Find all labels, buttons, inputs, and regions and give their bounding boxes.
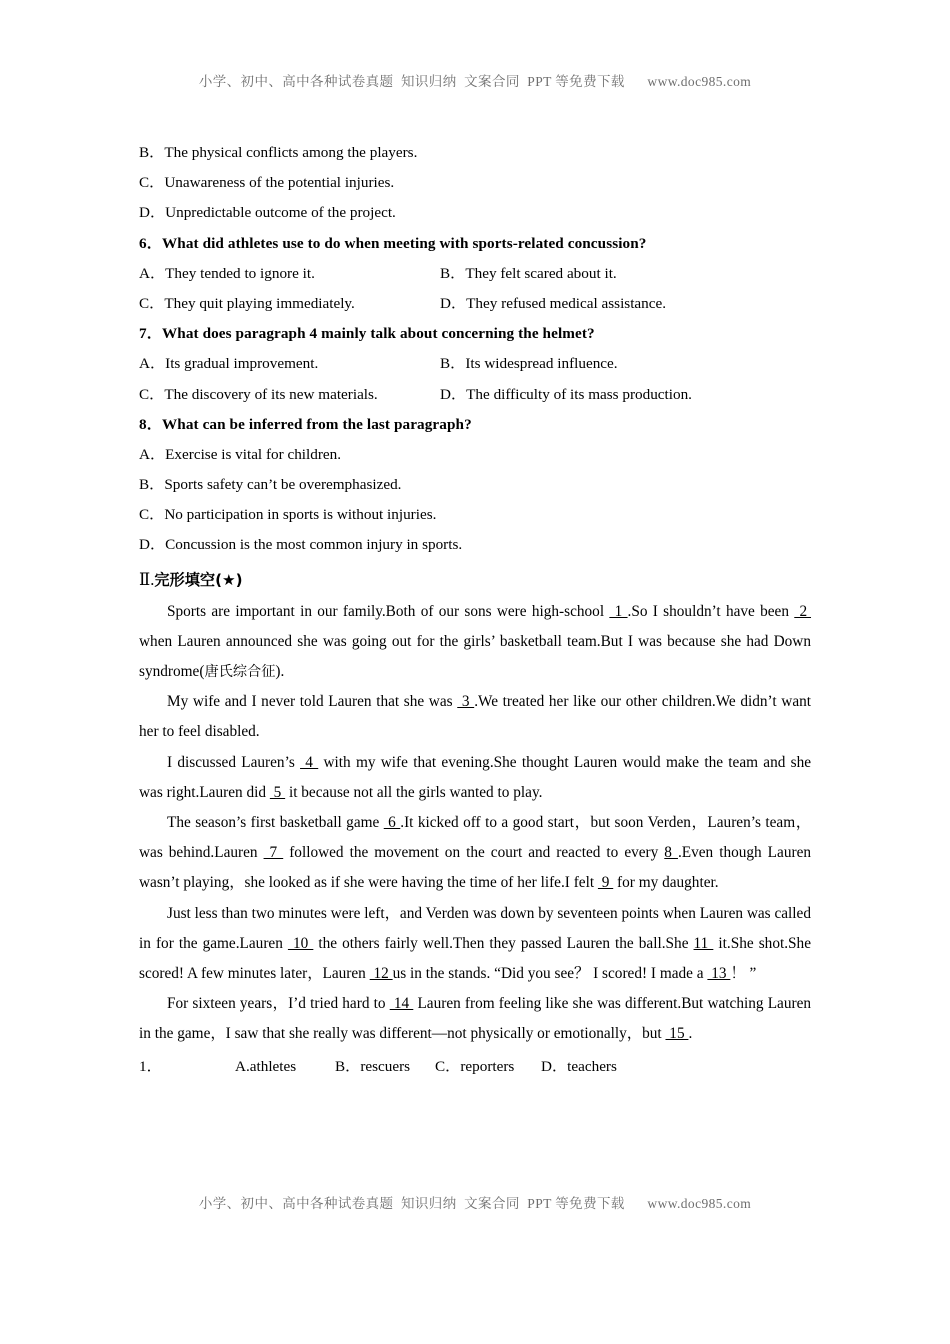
cloze-blank[interactable]: 10 — [287, 934, 314, 952]
cloze-text: For sixteen years，I’d tried hard to — [167, 995, 390, 1013]
section-numeral: Ⅱ — [139, 569, 151, 589]
cloze-text: .It kicked off to a good start，but soon Verden，Lauren’s team，was behind.Lauren — [139, 814, 812, 862]
option-column-b — [440, 259, 617, 289]
cloze-text: The season’s first basketball game — [167, 814, 384, 832]
option-row — [139, 530, 811, 560]
option-text: They refused medical assistance. — [466, 294, 667, 312]
cloze-blank[interactable]: 6 — [383, 814, 401, 832]
option-label: C． — [139, 385, 165, 403]
cloze-text: it.She shot.She scored! A few minutes later，Lauren — [139, 934, 811, 983]
option-text: They quit playing immediately. — [164, 294, 355, 312]
cloze-blank[interactable]: 1 — [609, 602, 628, 620]
cloze-text: .Even though Lauren wasn’t playing，she looked as if she were having the time of her life.I felt — [139, 844, 812, 892]
cloze-text: Just less than two minutes were left，and Verden was down by seventeen points when Lauren was called in for the game.Lauren — [139, 904, 811, 952]
section-dot: . — [150, 569, 155, 589]
option-text: Exercise is vital for children. — [165, 445, 342, 463]
cloze-gloss-cn: 唐氏综合征 — [204, 664, 276, 681]
cloze-text: I discussed Lauren’s — [167, 753, 301, 771]
cloze-text: followed the movement on the court and reacted to every — [283, 844, 665, 862]
cloze-text: My wife and I never told Lauren that she was — [167, 693, 458, 711]
cloze-option-b-label: B． — [335, 1057, 361, 1075]
cloze-text: with my wife that evening.She thought Lauren would make the team and she was right.Lauren did — [139, 753, 812, 801]
cloze-option-c-text: reporters — [460, 1057, 515, 1075]
question-stem-7: 7．What does paragraph 4 mainly talk about concerning the helmet? — [139, 325, 595, 343]
option-row — [139, 440, 811, 470]
section-title: 完形填空(★) — [154, 570, 243, 589]
cloze-paragraph — [139, 597, 811, 688]
cloze-option-d-text: teachers — [567, 1057, 617, 1075]
cloze-paragraph — [139, 748, 811, 808]
option-label: C． — [139, 174, 165, 192]
cloze-blank[interactable]: 12 — [369, 965, 393, 983]
cloze-option-b[interactable] — [335, 1052, 410, 1082]
cloze-blank[interactable]: 4 — [300, 753, 319, 771]
option-label: A． — [139, 445, 166, 463]
option-text: The difficulty of its mass production. — [466, 385, 692, 403]
option-label: A． — [139, 355, 166, 373]
option-column-b — [440, 349, 618, 379]
option-text: Unpredictable outcome of the project. — [165, 204, 396, 222]
cloze-option-a-label: A. — [235, 1057, 250, 1075]
cloze-blank[interactable]: 3 — [457, 693, 475, 711]
cloze-paragraph — [139, 989, 811, 1049]
option-row — [139, 289, 811, 319]
option-text: The physical conflicts among the players. — [164, 144, 418, 161]
cloze-blank[interactable]: 14 — [389, 995, 414, 1013]
cloze-text: Lauren from feeling like she was different.But watching Lauren in the game，I saw that she really was different—not physically or emotionally，but — [139, 995, 812, 1043]
option-label: B． — [440, 264, 466, 282]
option-label: D． — [440, 294, 467, 312]
option-label: B． — [139, 476, 165, 494]
option-text: Sports safety can’t be overemphasized. — [164, 476, 402, 494]
option-label: A． — [139, 264, 166, 282]
watermark-footer: 小学、初中、高中各种试卷真题 知识归纳 文案合同 PPT 等免费下载 www.doc985.com — [198, 1196, 752, 1211]
option-label: B． — [440, 355, 466, 373]
option-text: Its gradual improvement. — [165, 355, 319, 373]
cloze-text: when Lauren announced she was going out for the girls’ basketball team.But I was because she had Down syndrome( — [139, 632, 811, 681]
option-row — [139, 138, 811, 168]
cloze-blank[interactable]: 9 — [597, 874, 614, 892]
cloze-choice-row-1 — [139, 1052, 811, 1082]
cloze-option-d[interactable] — [541, 1052, 617, 1082]
cloze-text: us in the stands. “Did you see？ I scored! I made a — [392, 965, 708, 983]
option-text: Concussion is the most common injury in sports. — [165, 536, 463, 554]
question-stem-8: 8．What can be inferred from the last paragraph? — [139, 415, 472, 433]
option-row — [139, 198, 811, 228]
option-text: The discovery of its new materials. — [164, 385, 378, 403]
cloze-paragraph — [139, 687, 811, 747]
cloze-option-c-label: C． — [435, 1057, 461, 1075]
cloze-text: the others fairly well.Then they passed Lauren the ball.She — [313, 934, 694, 952]
watermark-header: 小学、初中、高中各种试卷真题 知识归纳 文案合同 PPT 等免费下载 www.doc985.com — [198, 74, 752, 89]
cloze-text: . — [688, 1025, 693, 1043]
option-column-b — [440, 289, 666, 319]
option-row — [139, 168, 811, 198]
cloze-blank[interactable]: 7 — [263, 844, 284, 862]
cloze-option-a-text: athletes — [249, 1057, 297, 1075]
option-row — [139, 500, 811, 530]
cloze-option-b-text: rescuers — [360, 1057, 411, 1075]
cloze-blank[interactable]: 2 — [794, 602, 812, 620]
option-text: Unawareness of the potential injuries. — [164, 174, 395, 192]
option-text: No participation in sports is without injuries. — [164, 506, 437, 524]
cloze-blank[interactable]: 5 — [269, 783, 286, 801]
cloze-paragraph — [139, 899, 811, 990]
option-text: They tended to ignore it. — [165, 264, 315, 282]
cloze-option-d-label: D． — [541, 1057, 568, 1075]
cloze-item-number: 1． — [139, 1057, 162, 1075]
option-text: Its widespread influence. — [465, 355, 618, 373]
option-row — [139, 470, 811, 500]
option-column-b — [440, 380, 692, 410]
option-row — [139, 380, 811, 410]
option-row — [139, 259, 811, 289]
cloze-text: .We treated her like our other children.We didn’t want her to feel disabled. — [139, 693, 812, 741]
cloze-option-c[interactable] — [435, 1052, 514, 1082]
cloze-blank[interactable]: 15 — [665, 1025, 689, 1043]
option-label: B． — [139, 144, 165, 161]
cloze-blank[interactable]: 13 — [707, 965, 731, 983]
cloze-passage — [139, 597, 811, 1050]
cloze-text: it because not all the girls wanted to play. — [285, 783, 543, 801]
option-text: They felt scared about it. — [465, 264, 617, 282]
option-label: D． — [139, 536, 166, 554]
cloze-text: ). — [275, 663, 285, 681]
option-label: C． — [139, 294, 165, 312]
section-heading — [139, 563, 811, 597]
cloze-paragraph — [139, 808, 811, 899]
option-label: D． — [440, 385, 467, 403]
cloze-option-a[interactable] — [235, 1052, 296, 1082]
document-body — [139, 138, 811, 1082]
cloze-text: .So I shouldn’t have been — [627, 602, 795, 620]
cloze-text: Sports are important in our family.Both of our sons were high-school — [167, 602, 610, 620]
option-row — [139, 349, 811, 379]
cloze-blank[interactable]: 11 — [693, 934, 714, 952]
cloze-text: ！ ” — [730, 965, 757, 983]
option-label: C． — [139, 506, 165, 524]
option-label: D． — [139, 204, 166, 222]
cloze-blank[interactable]: 8 — [664, 844, 678, 862]
question-stem-6: 6．What did athletes use to do when meeting with sports-related concussion? — [139, 234, 647, 252]
cloze-text: for my daughter. — [613, 874, 719, 892]
